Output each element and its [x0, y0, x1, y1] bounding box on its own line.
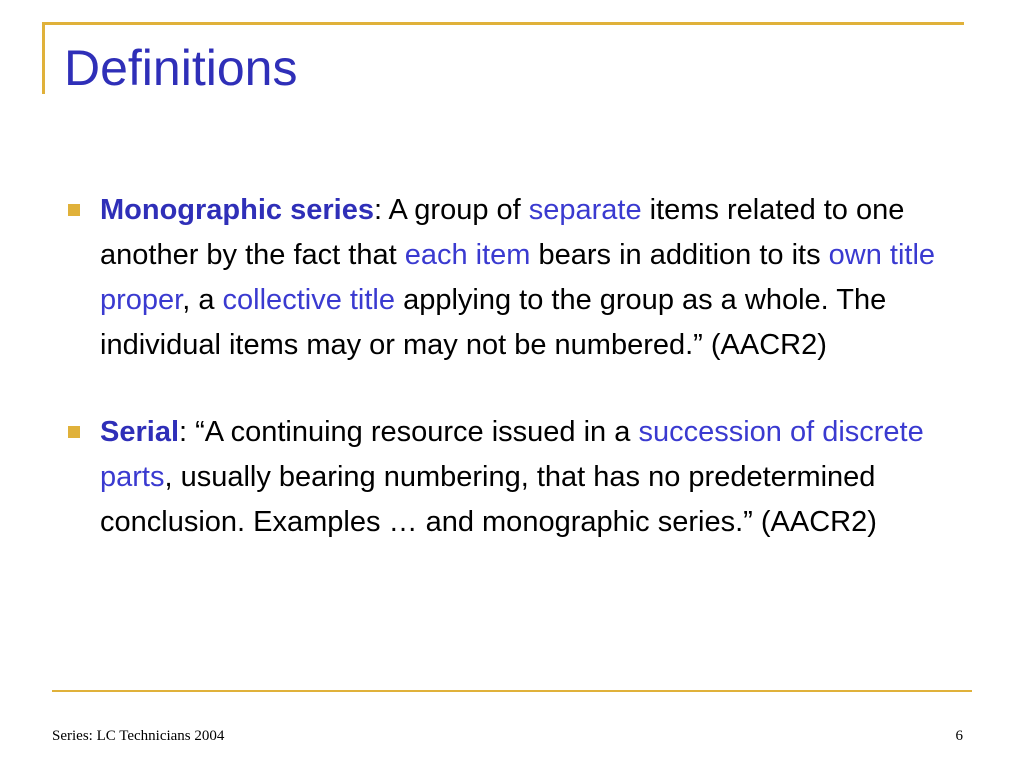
bullet-square-icon	[68, 204, 80, 216]
term-label: Serial	[100, 416, 179, 448]
bullet-monographic-series	[68, 188, 968, 368]
definition-text: , usually bearing numbering, that has no predetermined conclusion. Examples … and monographic series.” (AACR2)	[100, 461, 877, 538]
slide-title: Definitions	[64, 40, 298, 96]
definition-text: : “A continuing resource issued in a	[179, 416, 639, 448]
highlight-text: succession of discrete parts	[100, 416, 924, 493]
frame-accent-horizontal	[42, 22, 964, 25]
highlight-text: own title proper	[100, 239, 936, 316]
highlight-text: each item	[404, 239, 531, 271]
highlight-text: separate	[528, 194, 642, 226]
frame-accent-vertical	[42, 22, 45, 94]
term-label: Monographic series	[100, 194, 374, 226]
definition-text: : A group of	[373, 194, 529, 226]
definition-text: , a	[182, 284, 223, 316]
highlight-text: collective title	[222, 284, 396, 316]
footer-divider	[52, 690, 972, 692]
definition-text: bears in addition to its	[530, 239, 829, 271]
footer-label: Series: LC Technicians 2004	[52, 728, 225, 744]
definition-text: items related to one another by the fact that	[100, 194, 905, 271]
bullet-serial	[68, 410, 968, 545]
page-number: 6	[955, 728, 963, 744]
definition-text: applying to the group as a whole. The individual items may or may not be numbered.” (AACR2)	[100, 284, 887, 361]
bullet-list	[68, 188, 968, 587]
bullet-square-icon	[68, 426, 80, 438]
